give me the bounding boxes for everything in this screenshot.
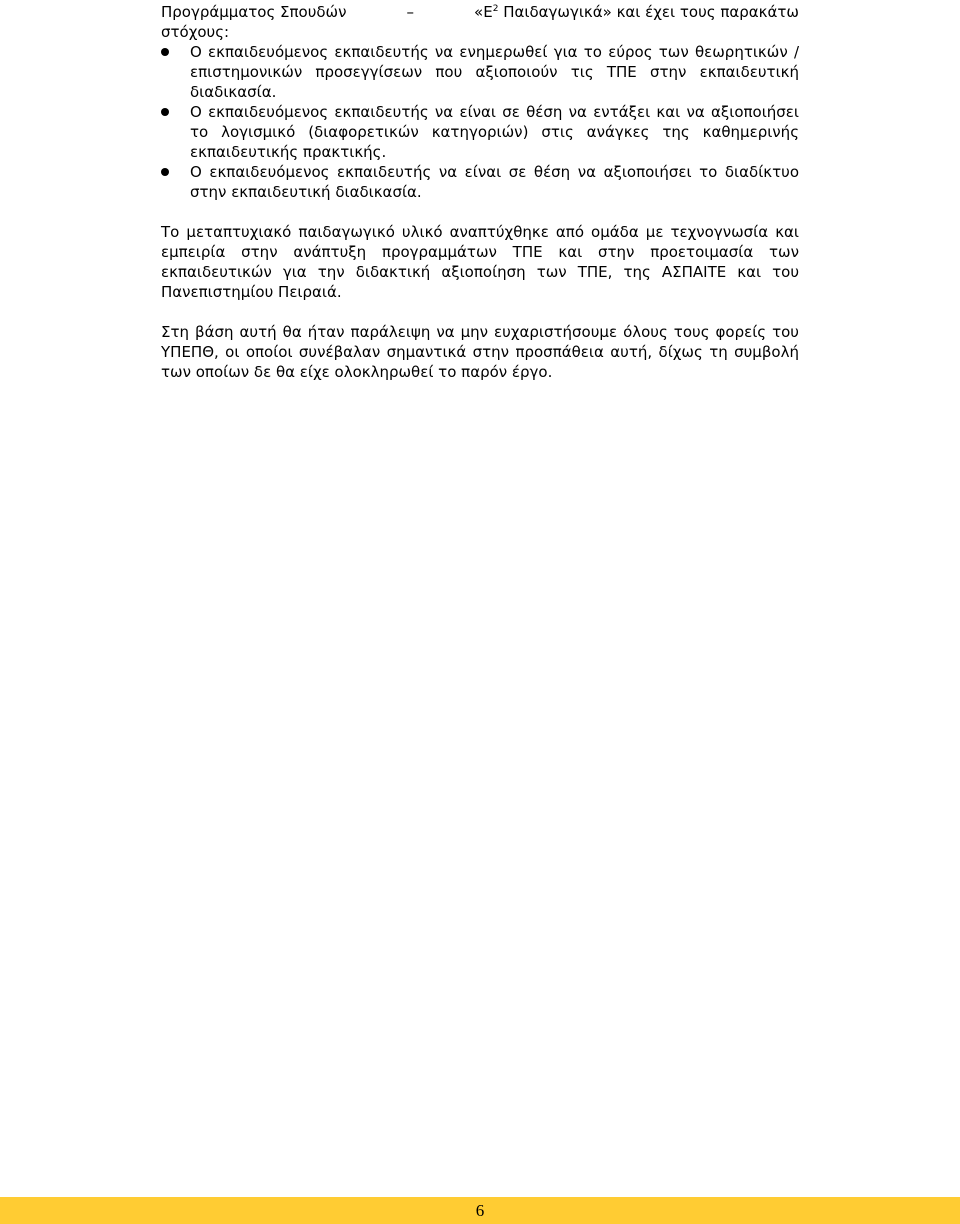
- goal-text: Ο εκπαιδευόμενος εκπαιδευτής να είναι σε θέση να αξιοποιήσει το διαδίκτυο στην εκπαιδευτική διαδικασία.: [190, 163, 799, 201]
- bullet-icon: [161, 108, 169, 116]
- intro-program-text: Προγράμματος Σπουδών: [161, 3, 347, 21]
- goals-list: [161, 42, 799, 202]
- intro-line-1: [161, 2, 799, 22]
- goal-item: [161, 42, 799, 102]
- goal-text: Ο εκπαιδευόμενος εκπαιδευτής να είναι σε θέση να εντάξει και να αξιοποιήσει το λογισμικό (διαφορετικών κατηγοριών) στις ανάγκες της καθημερινής εκπαιδευτικής πρακτικής.: [190, 103, 799, 161]
- intro-title-open: «$E^2$ Παιδαγωγικά» και έχει τους παρακάτω: [474, 3, 799, 21]
- paragraph-acknowledgements: Στη βάση αυτή θα ήταν παράλειψη να μην ευχαριστήσουμε όλους τους φορείς του ΥΠΕΠΘ, οι οποίοι συνέβαλαν σημαντικά στην προσπάθεια αυτή, δίχως τη συμβολή των οποίων δε θα είχε ολοκληρωθεί το παρόν έργο.: [161, 323, 799, 381]
- intro-dash: –: [406, 3, 415, 21]
- bullet-icon: [161, 168, 169, 176]
- paragraph-spacer: [161, 302, 799, 322]
- intro-superscript: 2: [492, 4, 499, 14]
- goal-text: Ο εκπαιδευόμενος εκπαιδευτής να ενημερωθεί για το εύρος των θεωρητικών / επιστημονικών προσεγγίσεων που αξιοποιούν τις ΤΠΕ στην εκπαιδευτική διαδικασία.: [190, 43, 799, 101]
- page-number: 6: [475, 1201, 485, 1220]
- paragraph-spacer: [161, 202, 799, 222]
- intro-line-2: στόχους:: [161, 23, 230, 41]
- bullet-icon: [161, 48, 169, 56]
- paragraph-development-team: Το μεταπτυχιακό παιδαγωγικό υλικό αναπτύχθηκε από ομάδα με τεχνογνωσία και εμπειρία στην ανάπτυξη προγραμμάτων ΤΠΕ και στην προετοιμασία των εκπαιδευτικών για την διδακτική αξιοποίηση των ΤΠΕ, της ΑΣΠΑΙΤΕ και του Πανεπιστημίου Πειραιά.: [161, 223, 799, 301]
- goal-item: [161, 162, 799, 202]
- document-body: [161, 2, 799, 382]
- goal-item: [161, 102, 799, 162]
